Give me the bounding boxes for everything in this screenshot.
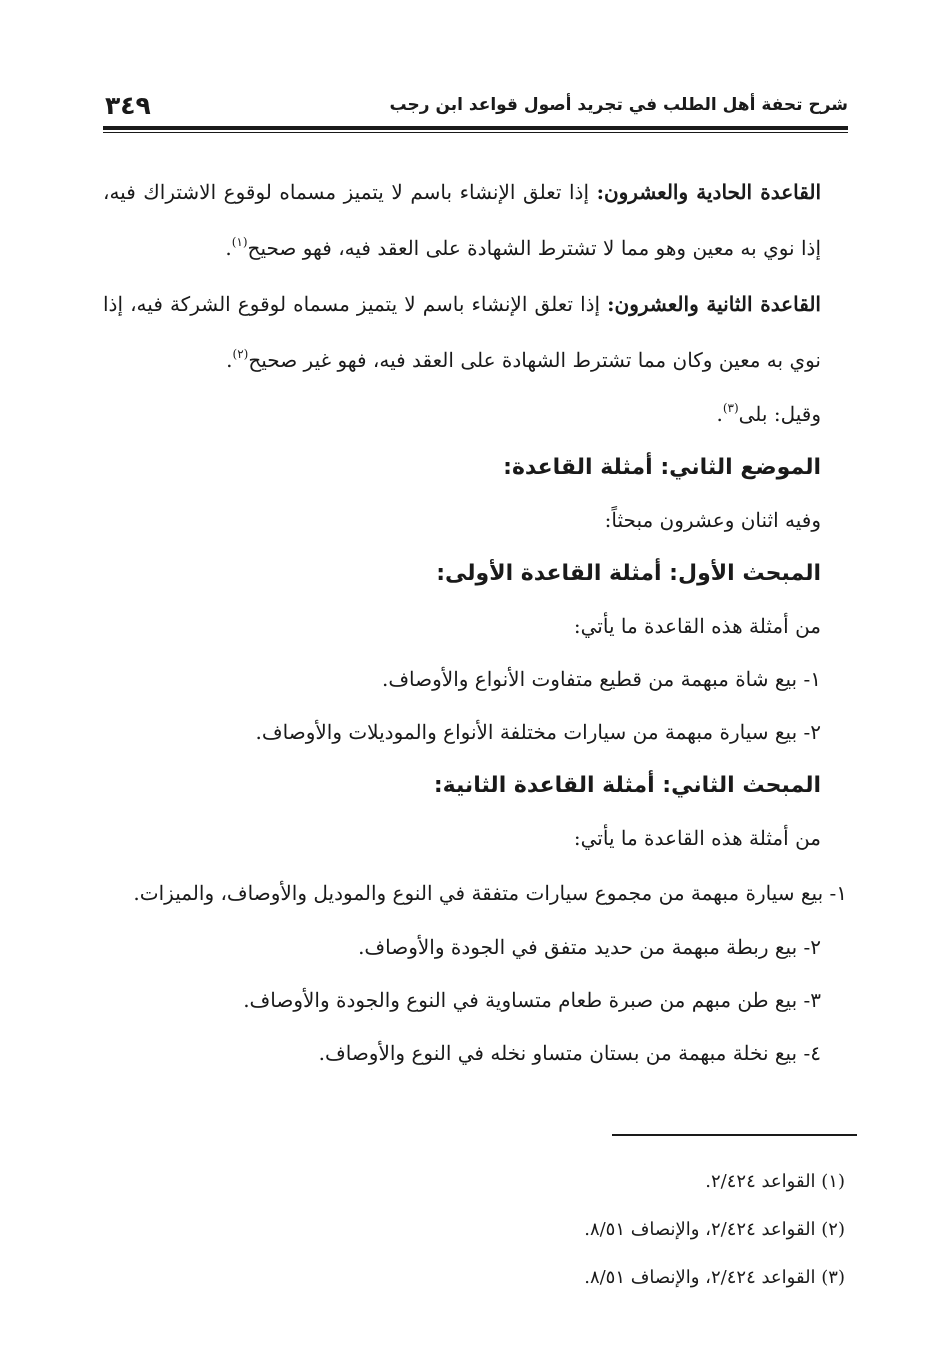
rule-21-lead: القاعدة الحادية والعشرون: [596,180,822,204]
rule-22-paragraph [103,276,821,388]
main-text [103,164,847,1080]
footnote-ref-2: (٢) [232,347,249,361]
topic-2-intro: من أمثلة هذه القاعدة ما يأتي: [573,826,821,850]
page-number: ٣٤٩ [105,91,151,120]
topic-1-item-1: ١- بيع شاة مبهمة من قطيع متفاوت الأنواع والأوصاف. [381,667,821,691]
qila-text: وقيل: بلى [738,402,821,426]
topic-2-item-3: ٣- بيع طن مبهم من صبرة طعام متساوية في النوع والجودة والأوصاف. [243,988,821,1012]
topic-1-intro: من أمثلة هذه القاعدة ما يأتي: [573,614,821,638]
footnotes [103,1158,845,1302]
footnote-separator [612,1134,857,1136]
topic-2-item-4: ٤- بيع نخلة مبهمة من بستان متساو نخله في النوع والأوصاف. [318,1041,821,1065]
rule-22-text: إذا تعلق الإنشاء باسم لا يتميز مسماه لوقوع الشركة فيه، إذا نوي به معين وكان مما تشترط الشهادة على العقد فيه، فهو غير صحيح [103,292,821,372]
topic-2-item-1: ١- بيع سيارة مبهمة من مجموع سيارات متفقة في النوع والموديل والأوصاف، والميزات. [133,881,847,905]
footnote-ref-1: (١) [231,235,248,249]
topic-2-heading: المبحث الثاني: أمثلة القاعدة الثانية: [433,773,821,798]
topic-1-heading: المبحث الأول: أمثلة القاعدة الأولى: [436,561,821,586]
section-2-heading: الموضع الثاني: أمثلة القاعدة: [503,455,821,480]
header-rule-thin [103,132,848,133]
qila-line [103,388,821,441]
rule-21-text: إذا تعلق الإنشاء باسم لا يتميز مسماه لوقوع الاشتراك فيه، إذا نوي به معين وهو مما لا تشترط الشهادة على العقد فيه، فهو صحيح [103,180,821,260]
footnote-2: (٢) القواعد ٢/٤٢٤، والإنصاف ٨/٥١. [584,1219,845,1240]
page-header [103,88,848,126]
qila-end: . [716,402,723,426]
header-rule-thick [103,126,848,130]
rule-22-lead: القاعدة الثانية والعشرون: [607,292,821,316]
footnote-1: (١) القواعد ٢/٤٢٤. [705,1171,845,1192]
rule-21-paragraph [103,164,821,276]
running-title: شرح تحفة أهل الطلب في تجريد أصول قواعد ابن رجب [389,95,848,115]
rule-21-end: . [225,236,232,260]
topic-2-item-2: ٢- بيع ربطة مبهمة من حديد متفق في الجودة والأوصاف. [358,935,821,959]
section-2-intro: وفيه اثنان وعشرون مبحثاً: [604,508,821,532]
rule-22-end: . [226,348,233,372]
footnote-ref-3: (٣) [722,401,739,415]
footnote-3: (٣) القواعد ٢/٤٢٤، والإنصاف ٨/٥١. [584,1267,845,1288]
topic-1-item-2: ٢- بيع سيارة مبهمة من سيارات مختلفة الأنواع والموديلات والأوصاف. [255,720,821,744]
